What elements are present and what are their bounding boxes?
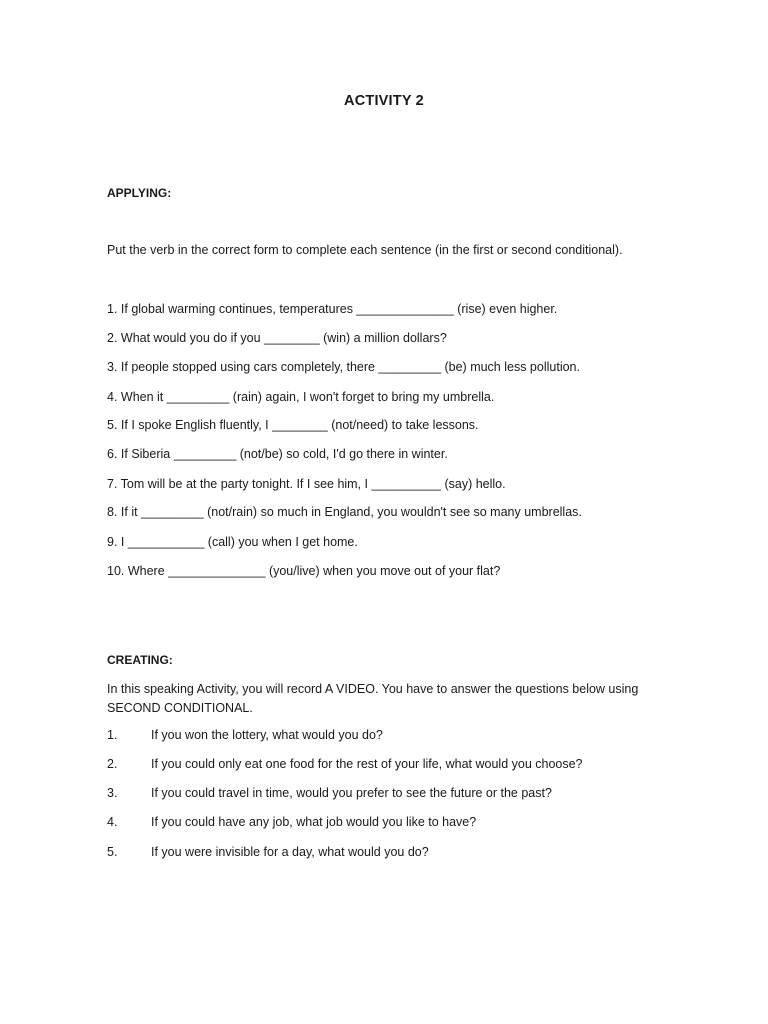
question-text: If you could travel in time, would you prefer to see the future or the past?: [151, 786, 552, 800]
applying-heading: APPLYING:: [107, 186, 172, 200]
question-text: If you won the lottery, what would you do?: [151, 728, 383, 742]
question-text: If you were invisible for a day, what would you do?: [151, 845, 429, 859]
sentence-item: 4. When it _________ (rain) again, I won't forget to bring my umbrella.: [107, 390, 495, 404]
sentence-item: 1. If global warming continues, temperatures ______________ (rise) even higher.: [107, 302, 558, 316]
question-text: If you could only eat one food for the rest of your life, what would you choose?: [151, 757, 583, 771]
question-number: 3.: [107, 786, 118, 800]
sentence-item: 8. If it _________ (not/rain) so much in England, you wouldn't see so many umbrellas.: [107, 505, 582, 519]
sentence-item: 2. What would you do if you ________ (win) a million dollars?: [107, 331, 447, 345]
sentence-item: 6. If Siberia _________ (not/be) so cold, I'd go there in winter.: [107, 447, 448, 461]
sentence-item: 5. If I spoke English fluently, I ________ (not/need) to take lessons.: [107, 418, 479, 432]
question-number: 1.: [107, 728, 118, 742]
sentence-item: 10. Where ______________ (you/live) when you move out of your flat?: [107, 564, 501, 578]
question-number: 4.: [107, 815, 118, 829]
page-title: ACTIVITY 2: [344, 93, 424, 109]
creating-instruction: In this speaking Activity, you will record A VIDEO. You have to answer the questions below using SECOND CONDITIONAL.: [107, 682, 639, 715]
sentence-item: 9. I ___________ (call) you when I get home.: [107, 535, 358, 549]
sentence-item: 3. If people stopped using cars completely, there _________ (be) much less pollution.: [107, 360, 580, 374]
question-text: If you could have any job, what job would you like to have?: [151, 815, 477, 829]
creating-heading: CREATING:: [107, 653, 173, 667]
sentence-item: 7. Tom will be at the party tonight. If I see him, I __________ (say) hello.: [107, 477, 506, 491]
question-number: 5.: [107, 845, 118, 859]
applying-instruction: Put the verb in the correct form to complete each sentence (in the first or second conditional).: [107, 243, 623, 257]
question-number: 2.: [107, 757, 118, 771]
